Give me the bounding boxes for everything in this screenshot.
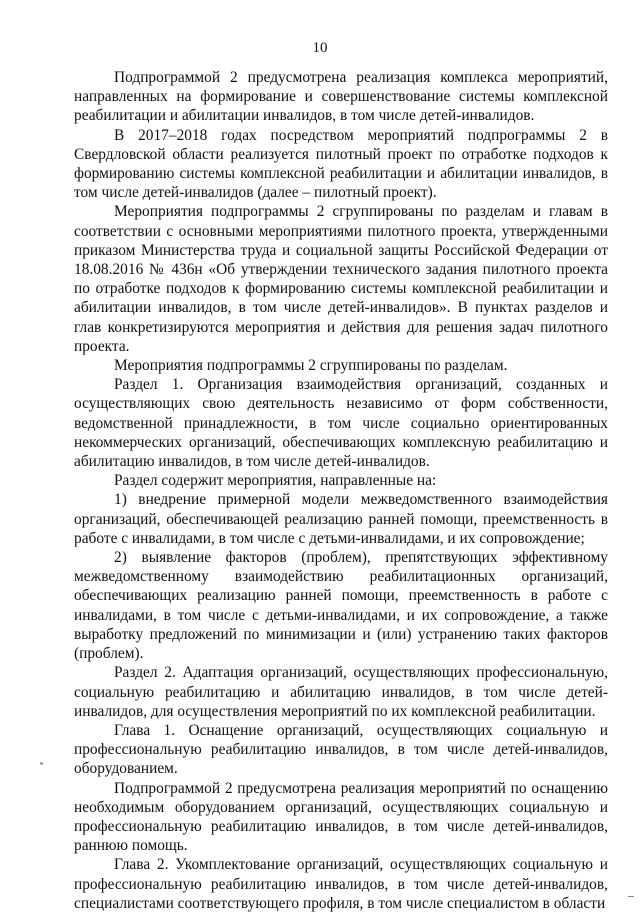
paragraph-grouping-sections: Мероприятия подпрограммы 2 сгруппированы по разделам. [114,357,508,375]
paragraph-section-1: Раздел 1. Организация взаимодействия организаций, созданных и осуществляющих свою деятельность независимо от форм собственности, ведомственной принадлежности, в том числе социально ориентированных некоммерческих организаций, обеспечивающих комплексную реабилитацию и абилитацию инвалидов, в том числе детей-инвалидов. [74,376,608,471]
paragraph-grouping-chapters: Мероприятия подпрограммы 2 сгруппированы по разделам и главам в соответствии с основными мероприятиями пилотного проекта, утвержденными приказом Министерства труда и социальной защиты Российской Федерации от 18.08.2016 № 436н «Об утверждении технического задания пилотного проекта по отработке подходов к формированию системы комплексной реабилитации и абилитации инвалидов, в том числе детей-инвалидов». В пунктах разделов и глав конкретизируются мероприятия и действия для решения задач пилотного проекта. [74,203,608,355]
scan-speck [40,762,43,765]
paragraph-equipment: Подпрограммой 2 предусмотрена реализация мероприятий по оснащению необходимым оборудованием организаций, осуществляющих социальную и профессиональную реабилитацию инвалидов, в том числе детей-инвалидов, раннюю помощь. [74,779,608,855]
paragraph-chapter-2: Глава 2. Укомплектование организаций, осуществляющих социальную и профессиональную реабилитацию инвалидов, в том числе детей-инвалидов, специалистами соответствующего профиля, в том числе специалистом в области [74,856,608,912]
paragraph-section-2: Раздел 2. Адаптация организаций, осуществляющих профессиональную, социальную реабилитацию и абилитацию инвалидов, в том числе детей-инвалидов, для осуществления мероприятий по их комплексной реабилитации. [74,664,608,720]
document-body [74,68,608,913]
paragraph-section-content: Раздел содержит мероприятия, направленные на: [114,472,437,490]
paragraph-pilot-project: В 2017–2018 годах посредством мероприятий подпрограммы 2 в Свердловской области реализуется пилотный проект по отработке подходов к формированию системы комплексной реабилитации и абилитации инвалидов, в том числе детей-инвалидов (далее – пилотный проект). [74,126,608,202]
paragraph-subprogram-intro: Подпрограммой 2 предусмотрена реализация комплекса мероприятий, направленных на формирование и совершенствование системы комплексной реабилитации и абилитации инвалидов, в том числе детей-инвалидов. [74,69,608,125]
page-number: 10 [312,40,328,56]
paragraph-chapter-1: Глава 1. Оснащение организаций, осуществляющих социальную и профессиональную реабилитацию инвалидов, в том числе детей-инвалидов, оборудованием. [74,721,608,778]
list-item-1: 1) внедрение примерной модели межведомственного взаимодействия организаций, обеспечивающей реализацию ранней помощи, преемственность в работе с инвалидами, в том числе с детьми-инвалидами, и их сопровождение; [74,491,608,547]
scan-mark [628,896,634,897]
list-item-2: 2) выявление факторов (проблем), препятствующих эффективному межведомственному взаимодействию реабилитационных организаций, обеспечивающих реализацию ранней помощи, преемственность в работе с инвалидами, в том числе с детьми-инвалидами, и их сопровождение, а также выработку предложений по минимизации и (или) устранению таких факторов (проблем). [74,549,608,663]
